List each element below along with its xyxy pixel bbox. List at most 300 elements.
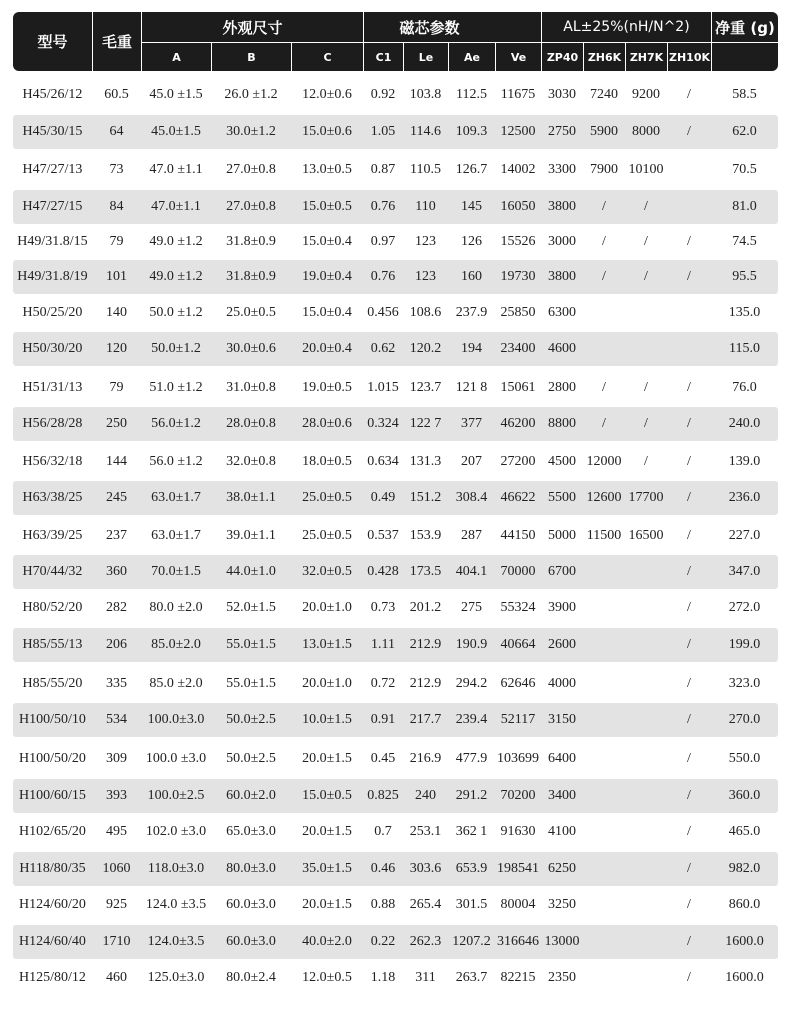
cell-dim-c: 20.0±1.5 xyxy=(302,824,352,839)
table-row xyxy=(13,78,778,112)
cell-c1: 0.72 xyxy=(370,676,396,691)
cell-dim-b: 55.0±1.5 xyxy=(226,637,276,652)
cell-zp40: 3400 xyxy=(548,788,576,803)
cell-le: 265.4 xyxy=(409,897,442,912)
cell-net-weight: 347.0 xyxy=(728,564,761,579)
header-dimensions: 外观尺寸 xyxy=(141,12,363,42)
cell-model: H50/30/20 xyxy=(22,341,83,356)
cell-c1: 1.015 xyxy=(367,380,399,395)
cell-le: 123 xyxy=(415,234,436,249)
cell-dim-c: 10.0±1.5 xyxy=(302,712,352,727)
cell-dim-b: 50.0±2.5 xyxy=(226,712,276,727)
cell-ae: 275 xyxy=(461,600,482,615)
cell-le: 216.9 xyxy=(409,751,442,766)
cell-le: 114.6 xyxy=(410,124,441,139)
table-row xyxy=(13,115,778,149)
table-row xyxy=(13,961,778,995)
cell-model: H102/65/20 xyxy=(19,824,86,839)
cell-model: H63/38/25 xyxy=(22,490,83,505)
cell-c1: 0.92 xyxy=(370,87,396,102)
cell-zh10k: / xyxy=(687,861,691,876)
cell-gross-weight: 101 xyxy=(106,269,127,284)
cell-zp40: 3800 xyxy=(548,269,576,284)
cell-ae: 404.1 xyxy=(455,564,488,579)
cell-dim-b: 28.0±0.8 xyxy=(226,416,276,431)
table-row xyxy=(13,153,778,187)
cell-ve: 23400 xyxy=(500,341,536,356)
cell-zh6k: / xyxy=(602,416,606,431)
cell-dim-a: 47.0±1.1 xyxy=(151,199,201,214)
cell-net-weight: 227.0 xyxy=(728,528,761,543)
cell-dim-a: 70.0±1.5 xyxy=(151,564,201,579)
cell-c1: 0.73 xyxy=(370,600,396,615)
cell-zh10k: / xyxy=(687,751,691,766)
cell-net-weight: 323.0 xyxy=(728,676,761,691)
cell-gross-weight: 309 xyxy=(106,751,127,766)
cell-zp40: 6300 xyxy=(548,305,576,320)
cell-dim-c: 20.0±1.5 xyxy=(302,897,352,912)
cell-ve: 55324 xyxy=(500,600,536,615)
cell-dim-c: 35.0±1.5 xyxy=(302,861,352,876)
cell-zh7k: 8000 xyxy=(632,124,660,139)
cell-gross-weight: 245 xyxy=(106,490,127,505)
cell-dim-b: 39.0±1.1 xyxy=(226,528,276,543)
cell-zh10k: / xyxy=(687,454,691,469)
cell-zh10k: / xyxy=(687,712,691,727)
cell-le: 123.7 xyxy=(409,380,442,395)
cell-zh10k: / xyxy=(687,788,691,803)
cell-zp40: 6700 xyxy=(548,564,576,579)
cell-net-weight: 81.0 xyxy=(732,199,757,214)
cell-dim-a: 100.0 ±3.0 xyxy=(145,751,207,766)
cell-dim-a: 47.0 ±1.1 xyxy=(149,162,203,177)
cell-zh7k: 16500 xyxy=(628,528,664,543)
cell-zp40: 2600 xyxy=(548,637,576,652)
cell-zh10k: / xyxy=(687,234,691,249)
cell-net-weight: 272.0 xyxy=(728,600,761,615)
cell-ae: 1207.2 xyxy=(452,934,491,949)
cell-dim-b: 38.0±1.1 xyxy=(226,490,276,505)
cell-ve: 46622 xyxy=(500,490,536,505)
cell-dim-c: 19.0±0.4 xyxy=(302,269,352,284)
cell-net-weight: 240.0 xyxy=(728,416,761,431)
cell-net-weight: 58.5 xyxy=(732,87,757,102)
cell-dim-b: 31.0±0.8 xyxy=(226,380,276,395)
cell-ve: 15061 xyxy=(500,380,536,395)
cell-ae: 190.9 xyxy=(455,637,488,652)
cell-c1: 0.428 xyxy=(367,564,399,579)
header-col-a: A xyxy=(141,42,211,71)
cell-c1: 0.537 xyxy=(367,528,399,543)
table-row xyxy=(13,742,778,776)
cell-ve: 52117 xyxy=(500,712,536,727)
cell-dim-a: 49.0 ±1.2 xyxy=(149,234,203,249)
cell-ve: 40664 xyxy=(500,637,536,652)
cell-ve: 16050 xyxy=(500,199,536,214)
header-col-zp40: ZP40 xyxy=(541,42,583,71)
cell-dim-b: 44.0±1.0 xyxy=(226,564,276,579)
cell-dim-b: 27.0±0.8 xyxy=(226,199,276,214)
cell-gross-weight: 1060 xyxy=(102,861,131,876)
cell-le: 103.8 xyxy=(409,87,442,102)
cell-gross-weight: 206 xyxy=(106,637,127,652)
cell-dim-b: 30.0±0.6 xyxy=(226,341,276,356)
cell-net-weight: 270.0 xyxy=(728,712,761,727)
cell-c1: 1.18 xyxy=(370,970,396,985)
cell-gross-weight: 79 xyxy=(109,234,124,249)
cell-zp40: 2350 xyxy=(548,970,576,985)
cell-net-weight: 1600.0 xyxy=(725,934,764,949)
cell-ae: 301.5 xyxy=(455,897,488,912)
cell-dim-b: 80.0±2.4 xyxy=(226,970,276,985)
cell-dim-a: 102.0 ±3.0 xyxy=(145,824,207,839)
cell-zh10k: / xyxy=(687,637,691,652)
cell-ae: 263.7 xyxy=(455,970,488,985)
cell-dim-b: 27.0±0.8 xyxy=(226,162,276,177)
header-col-zh6k: ZH6K xyxy=(583,42,625,71)
cell-zh10k: / xyxy=(687,490,691,505)
cell-zp40: 6400 xyxy=(548,751,576,766)
cell-le: 201.2 xyxy=(409,600,442,615)
cell-dim-a: 80.0 ±2.0 xyxy=(149,600,203,615)
cell-gross-weight: 925 xyxy=(106,897,127,912)
cell-gross-weight: 250 xyxy=(106,416,127,431)
cell-dim-a: 45.0 ±1.5 xyxy=(149,87,203,102)
cell-dim-a: 56.0 ±1.2 xyxy=(149,454,203,469)
cell-model: H49/31.8/15 xyxy=(17,234,88,249)
header-core-params: 磁芯参数 xyxy=(363,12,495,42)
cell-dim-a: 51.0 ±1.2 xyxy=(149,380,203,395)
cell-zh10k: / xyxy=(687,124,691,139)
cell-le: 153.9 xyxy=(409,528,442,543)
spec-table xyxy=(13,12,778,71)
header-model: 型号 xyxy=(37,33,68,51)
cell-le: 311 xyxy=(415,970,436,985)
cell-model: H50/25/20 xyxy=(22,305,83,320)
header-net-weight: 净重 (g) xyxy=(711,12,778,42)
cell-gross-weight: 79 xyxy=(109,380,124,395)
cell-le: 173.5 xyxy=(409,564,442,579)
header-col-b: B xyxy=(211,42,291,71)
cell-c1: 1.11 xyxy=(371,637,395,652)
table-row xyxy=(13,190,778,224)
cell-dim-c: 13.0±1.5 xyxy=(302,637,352,652)
cell-zp40: 2750 xyxy=(548,124,576,139)
header-al: AL±25%(nH/N^2) xyxy=(541,12,711,42)
cell-zp40: 4000 xyxy=(548,676,576,691)
cell-dim-a: 63.0±1.7 xyxy=(151,490,201,505)
cell-gross-weight: 120 xyxy=(106,341,127,356)
cell-zh10k: / xyxy=(687,564,691,579)
cell-ve: 316646 xyxy=(497,934,539,949)
cell-dim-a: 118.0±3.0 xyxy=(147,861,205,876)
cell-zp40: 4500 xyxy=(548,454,576,469)
cell-ve: 14002 xyxy=(500,162,536,177)
cell-zh10k: / xyxy=(687,600,691,615)
cell-zp40: 2800 xyxy=(548,380,576,395)
cell-model: H47/27/13 xyxy=(22,162,83,177)
cell-ae: 308.4 xyxy=(455,490,488,505)
table-row xyxy=(13,260,778,294)
cell-le: 131.3 xyxy=(409,454,442,469)
cell-dim-a: 50.0±1.2 xyxy=(151,341,201,356)
cell-dim-b: 60.0±2.0 xyxy=(226,788,276,803)
cell-c1: 0.7 xyxy=(374,824,392,839)
cell-gross-weight: 460 xyxy=(106,970,127,985)
cell-net-weight: 360.0 xyxy=(728,788,761,803)
cell-dim-c: 12.0±0.6 xyxy=(302,87,352,102)
cell-zh6k: 7240 xyxy=(590,87,618,102)
header-col-zh7k: ZH7K xyxy=(625,42,667,71)
cell-dim-b: 30.0±1.2 xyxy=(226,124,276,139)
cell-gross-weight: 140 xyxy=(106,305,127,320)
cell-zh7k: 9200 xyxy=(632,87,660,102)
cell-gross-weight: 495 xyxy=(106,824,127,839)
cell-gross-weight: 144 xyxy=(106,454,127,469)
table-row xyxy=(13,628,778,662)
cell-le: 212.9 xyxy=(409,637,442,652)
table-row xyxy=(13,555,778,589)
cell-zp40: 4100 xyxy=(548,824,576,839)
cell-net-weight: 115.0 xyxy=(729,341,760,356)
cell-dim-c: 15.0±0.4 xyxy=(302,234,352,249)
cell-le: 217.7 xyxy=(409,712,442,727)
cell-ae: 145 xyxy=(461,199,482,214)
cell-zh10k: / xyxy=(687,269,691,284)
cell-dim-c: 18.0±0.5 xyxy=(302,454,352,469)
cell-c1: 0.88 xyxy=(370,897,396,912)
cell-dim-c: 32.0±0.5 xyxy=(302,564,352,579)
cell-ve: 44150 xyxy=(500,528,536,543)
cell-ve: 25850 xyxy=(500,305,536,320)
header-col-le: Le xyxy=(403,42,448,71)
table-row xyxy=(13,815,778,849)
cell-zh7k: / xyxy=(644,234,648,249)
cell-le: 303.6 xyxy=(409,861,442,876)
cell-gross-weight: 64 xyxy=(109,124,124,139)
cell-model: H47/27/15 xyxy=(22,199,83,214)
cell-dim-a: 85.0±2.0 xyxy=(151,637,201,652)
header-col-zh10k: ZH10K xyxy=(667,42,711,71)
cell-dim-b: 52.0±1.5 xyxy=(226,600,276,615)
cell-ae: 362 1 xyxy=(455,824,488,839)
cell-c1: 0.456 xyxy=(367,305,399,320)
cell-model: H124/60/20 xyxy=(19,897,86,912)
table-row xyxy=(13,296,778,330)
cell-dim-c: 15.0±0.4 xyxy=(302,305,352,320)
header-col-c: C xyxy=(291,42,363,71)
cell-zh10k: / xyxy=(687,528,691,543)
cell-zp40: 6250 xyxy=(548,861,576,876)
cell-net-weight: 860.0 xyxy=(728,897,761,912)
cell-zh10k: / xyxy=(687,970,691,985)
cell-ve: 15526 xyxy=(500,234,536,249)
cell-gross-weight: 534 xyxy=(106,712,127,727)
cell-gross-weight: 335 xyxy=(106,676,127,691)
cell-dim-c: 25.0±0.5 xyxy=(302,528,352,543)
cell-ve: 62646 xyxy=(500,676,536,691)
cell-gross-weight: 73 xyxy=(109,162,124,177)
table-row xyxy=(13,703,778,737)
cell-net-weight: 95.5 xyxy=(732,269,757,284)
cell-dim-a: 100.0±3.0 xyxy=(147,712,205,727)
cell-zh7k: / xyxy=(644,416,648,431)
cell-zp40: 5500 xyxy=(548,490,576,505)
cell-model: H124/60/40 xyxy=(19,934,86,949)
header-col-ae: Ae xyxy=(448,42,495,71)
cell-ae: 294.2 xyxy=(455,676,488,691)
cell-dim-a: 125.0±3.0 xyxy=(147,970,205,985)
cell-dim-a: 100.0±2.5 xyxy=(147,788,205,803)
cell-dim-b: 80.0±3.0 xyxy=(226,861,276,876)
cell-c1: 1.05 xyxy=(370,124,396,139)
table-row xyxy=(13,371,778,405)
cell-gross-weight: 1710 xyxy=(102,934,131,949)
cell-dim-c: 13.0±0.5 xyxy=(302,162,352,177)
cell-net-weight: 139.0 xyxy=(728,454,761,469)
table-row xyxy=(13,779,778,813)
table-row xyxy=(13,591,778,625)
cell-net-weight: 550.0 xyxy=(728,751,761,766)
table-row xyxy=(13,481,778,515)
cell-dim-c: 20.0±1.0 xyxy=(302,600,352,615)
cell-zh6k: 12600 xyxy=(586,490,622,505)
cell-net-weight: 236.0 xyxy=(728,490,761,505)
cell-c1: 0.22 xyxy=(370,934,396,949)
cell-zh10k: / xyxy=(687,934,691,949)
cell-zp40: 5000 xyxy=(548,528,576,543)
cell-c1: 0.634 xyxy=(367,454,399,469)
cell-dim-c: 15.0±0.6 xyxy=(302,124,352,139)
cell-zp40: 3800 xyxy=(548,199,576,214)
header-col-ve: Ve xyxy=(495,42,541,71)
table-row xyxy=(13,852,778,886)
cell-gross-weight: 237 xyxy=(106,528,127,543)
cell-dim-c: 15.0±0.5 xyxy=(302,788,352,803)
header-net-weight-sub xyxy=(711,42,778,71)
cell-zp40: 3900 xyxy=(548,600,576,615)
cell-ae: 121 8 xyxy=(455,380,488,395)
cell-model: H45/26/12 xyxy=(22,87,83,102)
cell-dim-c: 20.0±1.0 xyxy=(302,676,352,691)
cell-zh10k: / xyxy=(687,824,691,839)
cell-gross-weight: 282 xyxy=(106,600,127,615)
cell-net-weight: 74.5 xyxy=(732,234,757,249)
cell-c1: 0.46 xyxy=(370,861,396,876)
cell-ve: 12500 xyxy=(500,124,536,139)
cell-model: H125/80/12 xyxy=(19,970,86,985)
cell-le: 212.9 xyxy=(409,676,442,691)
cell-dim-c: 25.0±0.5 xyxy=(302,490,352,505)
cell-net-weight: 135.0 xyxy=(728,305,761,320)
cell-ve: 91630 xyxy=(500,824,536,839)
cell-le: 108.6 xyxy=(409,305,442,320)
cell-dim-a: 56.0±1.2 xyxy=(151,416,201,431)
cell-ae: 109.3 xyxy=(455,124,488,139)
cell-ve: 70000 xyxy=(500,564,536,579)
cell-zh7k: 10100 xyxy=(628,162,664,177)
cell-dim-a: 63.0±1.7 xyxy=(151,528,201,543)
cell-zh7k: / xyxy=(644,380,648,395)
cell-net-weight: 465.0 xyxy=(728,824,761,839)
cell-dim-c: 15.0±0.5 xyxy=(302,199,352,214)
cell-zp40: 8800 xyxy=(548,416,576,431)
cell-zh10k: / xyxy=(687,87,691,102)
cell-zh6k: 12000 xyxy=(586,454,622,469)
cell-zh10k: / xyxy=(687,676,691,691)
cell-gross-weight: 360 xyxy=(106,564,127,579)
cell-c1: 0.76 xyxy=(370,269,396,284)
cell-dim-a: 50.0 ±1.2 xyxy=(149,305,203,320)
cell-dim-b: 50.0±2.5 xyxy=(226,751,276,766)
cell-dim-a: 85.0 ±2.0 xyxy=(149,676,203,691)
cell-model: H56/32/18 xyxy=(22,454,83,469)
cell-net-weight: 62.0 xyxy=(732,124,757,139)
cell-dim-a: 124.0±3.5 xyxy=(147,934,205,949)
cell-c1: 0.49 xyxy=(370,490,396,505)
cell-dim-b: 55.0±1.5 xyxy=(226,676,276,691)
table-row xyxy=(13,667,778,701)
cell-dim-c: 20.0±1.5 xyxy=(302,751,352,766)
cell-le: 123 xyxy=(415,269,436,284)
cell-model: H85/55/13 xyxy=(22,637,83,652)
cell-c1: 0.62 xyxy=(370,341,396,356)
cell-zh6k: 11500 xyxy=(586,528,622,543)
cell-zh10k: / xyxy=(687,416,691,431)
cell-zh10k: / xyxy=(687,897,691,912)
cell-c1: 0.87 xyxy=(370,162,396,177)
cell-model: H80/52/20 xyxy=(22,600,83,615)
cell-zh7k: / xyxy=(644,199,648,214)
cell-net-weight: 199.0 xyxy=(728,637,761,652)
cell-ve: 46200 xyxy=(500,416,536,431)
cell-zp40: 3000 xyxy=(548,234,576,249)
cell-ae: 291.2 xyxy=(455,788,488,803)
cell-c1: 0.91 xyxy=(370,712,396,727)
table-row xyxy=(13,407,778,441)
cell-c1: 0.324 xyxy=(367,416,399,431)
cell-c1: 0.45 xyxy=(370,751,396,766)
cell-model: H49/31.8/19 xyxy=(17,269,88,284)
cell-net-weight: 70.5 xyxy=(732,162,757,177)
cell-ae: 160 xyxy=(461,269,482,284)
cell-ae: 477.9 xyxy=(455,751,488,766)
table-row xyxy=(13,888,778,922)
cell-ve: 198541 xyxy=(497,861,539,876)
cell-zh6k: / xyxy=(602,199,606,214)
cell-model: H100/50/20 xyxy=(19,751,86,766)
cell-model: H56/28/28 xyxy=(22,416,83,431)
cell-ve: 80004 xyxy=(500,897,536,912)
cell-dim-a: 45.0±1.5 xyxy=(151,124,201,139)
cell-zp40: 3030 xyxy=(548,87,576,102)
cell-le: 240 xyxy=(415,788,436,803)
cell-ve: 11675 xyxy=(500,87,536,102)
cell-zh6k: / xyxy=(602,234,606,249)
cell-model: H45/30/15 xyxy=(22,124,83,139)
cell-le: 122 7 xyxy=(409,416,442,431)
cell-zh7k: 17700 xyxy=(628,490,664,505)
cell-dim-c: 20.0±0.4 xyxy=(302,341,352,356)
table-row xyxy=(13,519,778,553)
cell-ve: 82215 xyxy=(500,970,536,985)
cell-dim-b: 60.0±3.0 xyxy=(226,897,276,912)
cell-le: 253.1 xyxy=(409,824,442,839)
cell-le: 151.2 xyxy=(409,490,442,505)
cell-dim-b: 25.0±0.5 xyxy=(226,305,276,320)
cell-ae: 126.7 xyxy=(455,162,488,177)
cell-zh6k: 5900 xyxy=(590,124,618,139)
